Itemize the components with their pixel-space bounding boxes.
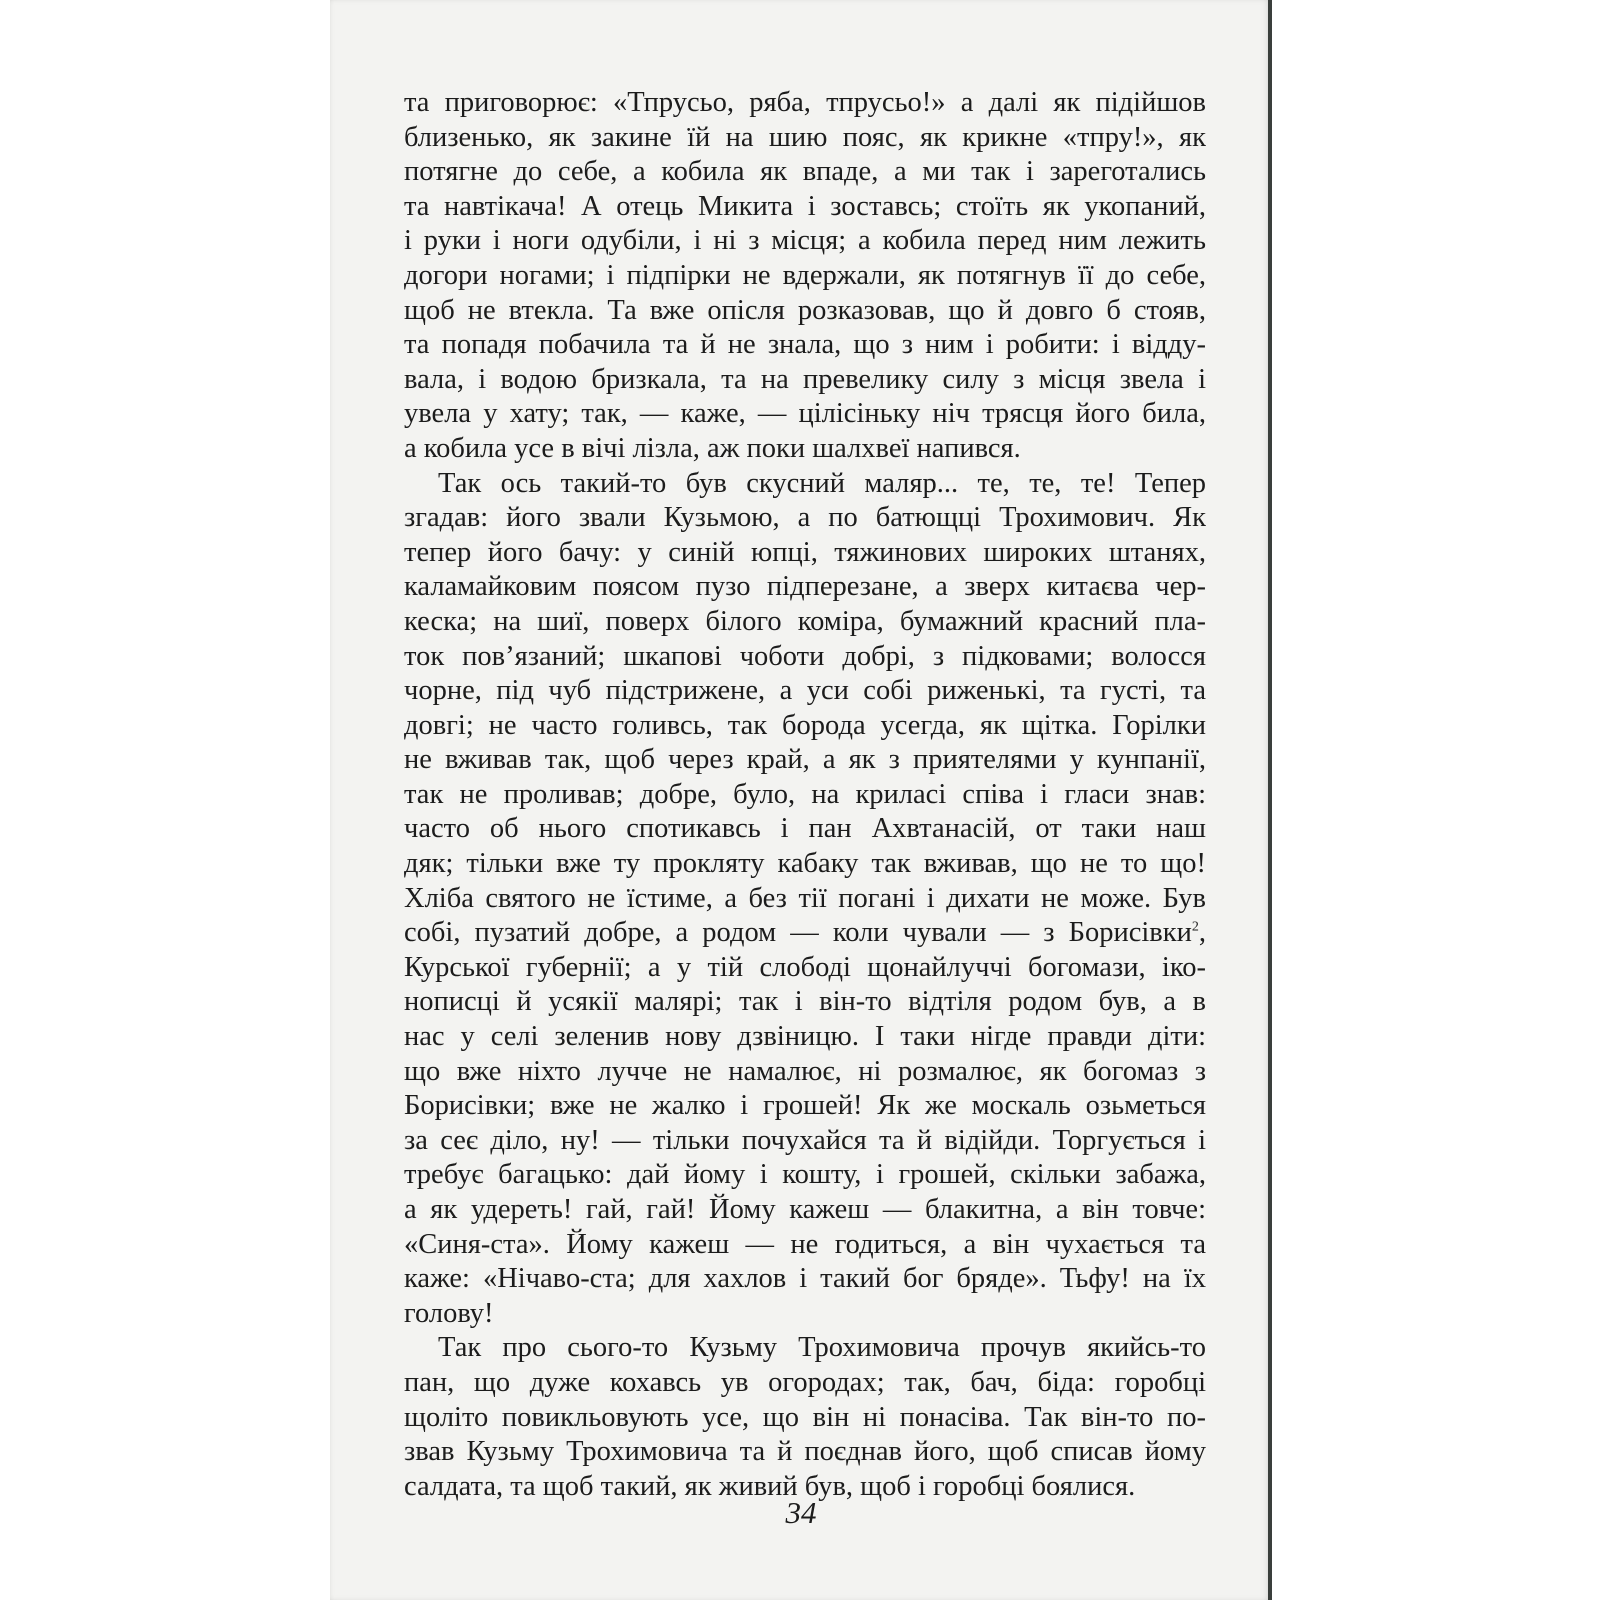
paragraph <box>404 86 1206 467</box>
text-line: та попадя побачила та й не знала, що з ним і робити: і відду- <box>404 329 1206 361</box>
text-line: каже: «Нічаво-ста; для хахлов і такий бог бряде». Тьфу! на їх <box>404 1263 1206 1295</box>
text-line: що вже ніхто лучче не намалює, ні розмалює, як богомаз з <box>404 1055 1206 1087</box>
text-line: та приговорює: «Тпрусьо, ряба, тпрусьо!» а далі як підійшов <box>404 87 1206 118</box>
text-line: требує багацько: дай йому і кошту, і грошей, скільки забажа, <box>404 1159 1206 1191</box>
text-line: щоліто повикльовують усе, що він ні понасіва. Так він-то по- <box>404 1401 1206 1433</box>
text-line: пан, що дуже кохавсь ув огородах; так, бач, біда: горобці <box>404 1366 1206 1398</box>
page-edge-shadow <box>1268 0 1272 1600</box>
text-line: так не проливав; добре, було, на криласі співа і гласи знав: <box>404 778 1206 810</box>
text-line: увела у хату; так, — каже, — цілісіньку ніч трясця його била, <box>404 398 1206 430</box>
text-line: не вживав так, щоб через край, а як з приятелями у кунпанії, <box>404 744 1206 776</box>
text-line: а як удерeть! гай, гай! Йому кажеш — блакитна, а він товче: <box>404 1194 1206 1225</box>
text-line: і руки і ноги одубіли, і ні з місця; а кобила перед ним лежить <box>404 225 1206 257</box>
text-line: Так ось такий-то був скусний маляр... те, те, те! Тепер <box>438 467 1206 499</box>
text-line: Так про сього-то Кузьму Трохимовича прочув якийсь-то <box>438 1332 1206 1364</box>
paragraph <box>404 1331 1206 1504</box>
text-line: довгі; не часто голивсь, так борода усегда, як щітка. Горілки <box>404 709 1206 741</box>
text-line: а кобила усе в вічі лізла, аж поки шалхвеї напився. <box>404 432 1021 464</box>
footnote-suffix: , <box>1198 917 1206 949</box>
text-line: голову! <box>404 1297 494 1329</box>
text-line: Борисівки; вже не жалко і грошей! Як же москаль озьметься <box>404 1090 1206 1122</box>
text-line: Хліба святого не їстиме, а без тії погані і дихати не може. Був <box>404 882 1206 914</box>
text-line: часто об нього спотикавсь і пан Ахвтанасій, от таки наш <box>404 813 1206 845</box>
text-line: нас у селі зеленив нову дзвіницю. І таки нігде правди діти: <box>404 1021 1206 1053</box>
text-line: за сеє діло, ну! — тільки почухайся та й відійди. Торгується і <box>404 1124 1206 1156</box>
text-line: вала, і водою бризкала, та на превелику силу з місця звела і <box>404 363 1206 395</box>
text-line: тепер його бачу: у синій юпці, тяжинових широких штанях, <box>404 536 1206 568</box>
text-line: Курської губернії; а у тій слободі щонайлуччі богомази, іко- <box>404 951 1206 983</box>
text-line: щоб не втекла. Та вже опісля розказовав, що й довго б стояв, <box>404 294 1206 326</box>
text-line: чорне, під чуб підстрижене, а уси собі риженькі, та густі, та <box>404 675 1206 707</box>
text-line: звав Кузьму Трохимовича та й поєднав його, щоб списав йому <box>404 1436 1206 1468</box>
text-line: згадав: його звали Кузьмою, а по батющці Трохимович. Як <box>404 502 1206 534</box>
text-line: потягне до себе, а кобила як впаде, а ми так і зареготались <box>404 156 1206 188</box>
paragraph <box>404 467 1206 1332</box>
text-line: догори ногами; і підпірки не вдержали, як потягнув її до себе, <box>404 259 1206 291</box>
text-line: близенько, як закине їй на шию пояс, як крикне «тпру!», як <box>404 121 1206 153</box>
text-line: нописці й усякії малярі; так і він-то відтіля родом був, а в <box>404 986 1206 1018</box>
text-line: собі, пузатий добре, а родом — коли чували — з Борисівки$^2$, <box>404 917 1206 949</box>
text-line: каламайковим поясом пузо підперезане, а зверх китаєва чер- <box>404 571 1206 603</box>
text-line: салдата, та щоб такий, як живий був, щоб і горобці боялися. <box>404 1470 1136 1502</box>
text-line: та навтікача! А отець Микита і зоставсь; стоїть як укопаний, <box>404 190 1206 222</box>
text-line: «Синя-ста». Йому кажеш — не годиться, а він чухається та <box>404 1228 1206 1260</box>
text-line: кеска; на шиї, поверх білого коміра, бумажний красний пла- <box>404 605 1206 637</box>
body-text <box>404 86 1206 1504</box>
page-number: 34 <box>785 1495 817 1530</box>
text-line: дяк; тільки вже ту прокляту кабаку так вживав, що не то що! <box>404 848 1206 880</box>
footnote-marker: 2 <box>1191 919 1199 935</box>
book-page <box>330 0 1272 1600</box>
text-line: ток пов’язаний; шкапові чоботи добрі, з підковами; волосся <box>404 640 1206 672</box>
